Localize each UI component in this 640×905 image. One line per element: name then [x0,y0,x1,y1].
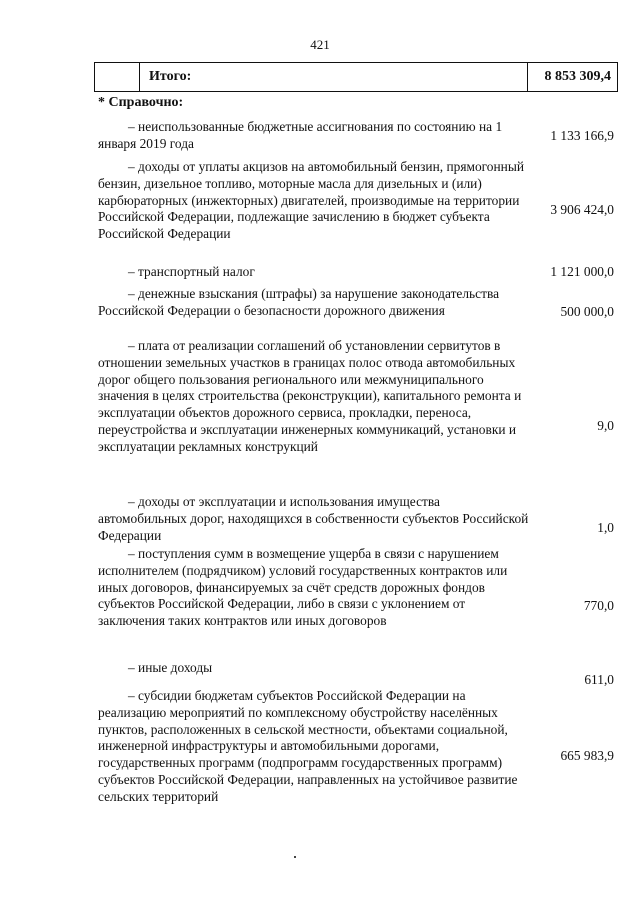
item-text: – плата от реализации соглашений об установлении сервитутов в отношении земельных участков в границах полос отвода автомобильных дорог общего пользования регионального или межмуниципального значения в целях строительства (реконструкции), капитального ремонта и эксплуатации объектов дорожного сервиса, прокладки, переноса, переустройства и эксплуатации инженерных коммуникаций, установки и эксплуатации рекламных конструкций [98,338,522,454]
item-value: 9,0 [597,418,614,433]
item-value: 665 983,9 [560,748,614,763]
item-text: – транспортный налог [128,264,255,279]
item-text: – доходы от уплаты акцизов на автомобильный бензин, прямогонный бензин, дизельное топливо, моторные масла для дизельных и (или) карбюраторных (инжекторных) двигателей, производимые на территории Российской Федерации, подлежащие зачислению в бюджет субъекта Российской Федерации [98,159,525,242]
item-value: 1 133 166,9 [550,128,614,143]
total-value: 8 853 309,4 [544,69,611,84]
item-value: 1,0 [597,520,614,535]
stray-dot [294,856,296,858]
page-number: 421 [310,37,330,52]
item-text: – иные доходы [128,660,213,675]
item-value: 3 906 424,0 [550,202,614,217]
item-text: – денежные взыскания (штрафы) за нарушение законодательства Российской Федерации о безопасности дорожного движения [98,286,500,318]
item-value: 770,0 [583,598,614,613]
reference-heading: * Справочно: [98,95,184,110]
total-label: Итого: [149,69,192,84]
item-value: 611,0 [584,672,614,687]
item-text: – доходы от эксплуатации и использования имущества автомобильных дорог, находящихся в собственности субъектов Российской Федерации [98,494,529,543]
total-row [94,62,618,92]
item-text: – неиспользованные бюджетные ассигнования по состоянию на 1 января 2019 года [98,119,503,151]
item-value: 500 000,0 [560,304,614,319]
total-row-empty-cell [95,63,140,91]
item-value: 1 121 000,0 [550,264,614,279]
item-text: – субсидии бюджетам субъектов Российской Федерации на реализацию мероприятий по комплексному обустройству населённых пунктов, расположенных в сельской местности, объектами социальной, инженерной инфраструктуры и автомобильными дорогами, государственных программ (подпрограмм государственных программ) субъектов Российской Федерации, направленных на устойчивое развитие сельских территорий [98,688,518,804]
item-text: – поступления сумм в возмещение ущерба в связи с нарушением исполнителем (подрядчиком) условий государственных контрактов или иных договоров, финансируемых за счёт средств дорожных фондов субъектов Российской Федерации, либо в связи с уклонением от заключения таких контрактов или иных договоров [98,546,508,629]
total-row-label-cell [139,63,528,91]
